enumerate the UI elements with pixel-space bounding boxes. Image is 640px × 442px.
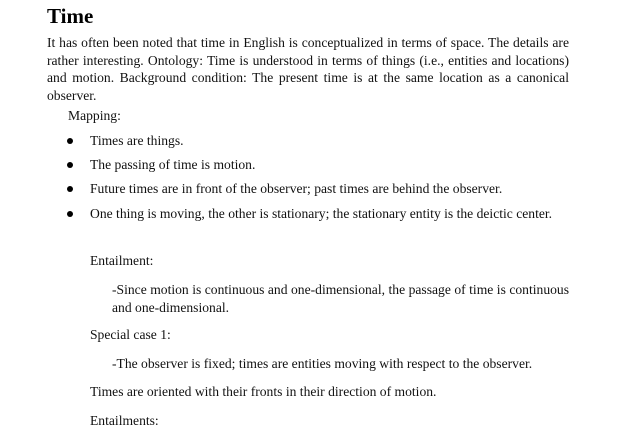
- intro-paragraph: It has often been noted that time in English is conceptualized in terms of space. The details are rather interesting. Ontology: Time is understood in terms of things (i.e., entities and locations) and motion. Background condition: The present time is at the same location as a canonical observer.: [47, 35, 569, 103]
- entailments-heading: Entailments:: [90, 413, 159, 428]
- list-item: [47, 180, 569, 198]
- page-title: Time: [47, 4, 94, 28]
- special-case-text: -The observer is fixed; times are entities moving with respect to the observer.: [112, 356, 533, 371]
- orientation-text: Times are oriented with their fronts in their direction of motion.: [90, 384, 437, 399]
- list-item-text: One thing is moving, the other is stationary; the stationary entity is the deictic center.: [90, 206, 553, 221]
- list-item: [47, 156, 569, 174]
- bullet-icon: [67, 138, 73, 144]
- bullet-icon: [67, 211, 73, 217]
- list-item-text: Future times are in front of the observer; past times are behind the observer.: [90, 181, 503, 196]
- list-item: [47, 205, 569, 223]
- list-item-text: Times are things.: [90, 133, 184, 148]
- list-item: [47, 132, 569, 150]
- list-item-text: The passing of time is motion.: [90, 157, 256, 172]
- entailment-heading: Entailment:: [90, 253, 154, 268]
- entailment-text: -Since motion is continuous and one-dimensional, the passage of time is continuous and one-dimensional.: [112, 282, 569, 315]
- mapping-heading: Mapping:: [68, 108, 121, 123]
- special-case-heading: Special case 1:: [90, 327, 171, 342]
- bullet-icon: [67, 186, 73, 192]
- bullet-icon: [67, 162, 73, 168]
